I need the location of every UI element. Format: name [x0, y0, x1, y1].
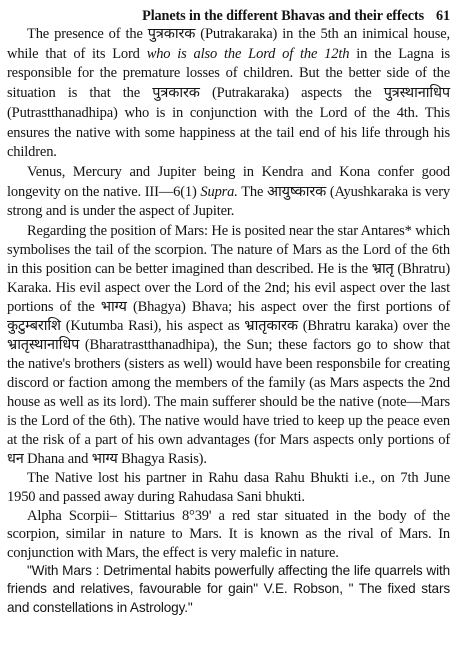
text-run: Alpha Scorpii– Stittarius 8°39' a red star situated in the body of the scorpion, similar in nature to Mars. It is known as the rival of Mars. In conjunction with Mars, the effect is very malefic in nature.	[7, 508, 450, 561]
devanagari-term: भ्रातृ	[371, 261, 394, 278]
devanagari-term: पुत्रस्थानाधिप	[383, 85, 450, 102]
text-run: (Kutumba Rasi), his aspect as	[60, 318, 245, 335]
text-run: Bhagya Rasis).	[117, 451, 207, 468]
running-header	[7, 0, 450, 23]
devanagari-term: भ्रातृस्थानाधिप	[7, 337, 80, 354]
devanagari-term: धन	[7, 451, 24, 468]
devanagari-term: कुटुम्बराशि	[7, 318, 61, 335]
paragraph-native-loss	[7, 469, 450, 507]
text-run: (Putrakaraka) aspects the	[199, 85, 384, 102]
paragraph-putrakaraka	[7, 25, 450, 163]
devanagari-term: भाग्य	[91, 451, 118, 468]
text-run: The Native lost his partner in Rahu dasa Rahu Bhukti i.e., on 7th June 1950 and passed away during Rahudasa Sani bhukti.	[7, 470, 450, 506]
devanagari-term: भाग्य	[100, 299, 127, 316]
text-run: Dhana and	[23, 451, 92, 468]
chapter-title: Planets in the different Bhavas and their effects	[142, 7, 424, 24]
devanagari-term: भ्रातृकारक	[244, 318, 298, 335]
text-run: (Bhagya) Bhava; his aspect over the first portions of	[126, 299, 451, 316]
devanagari-term: आयुष्कारक	[267, 183, 327, 200]
text-run: (Bharatrastthanadhipa), the Sun; these factors go to show that the native's brothers (sisters as well) would have been responsbile for creating discord or faction among the members of the family (as Mars aspects the 2nd house as well as its lord). The main sufferer should be the native (note—Mars is the Lord of the 6th). The native would have tried to keep up the peace even at the risk of a part of his own advantages (for Mars aspects only portions of	[7, 337, 450, 449]
paragraph-mars-position	[7, 222, 450, 469]
text-run: Regarding the position of Mars: He is posited near the star Antares* which symbolises the tail of the scorpion. The nature of Mars as the Lord of the 6th in this position can be better imagined than described. He is the	[7, 223, 450, 278]
text-run: in the Lagna is responsible for the premature losses of children. But the better side of the situation is that the	[7, 45, 450, 102]
text-run: The	[237, 183, 267, 200]
text-run: (Ayushkaraka is very strong and is under the aspect of Jupiter.	[7, 183, 450, 220]
text-run: "With Mars : Detrimental habits powerfully affecting the life quarrels with friends and relatives, favourable for gain" V.E. Robson, " The fixed stars and constellations in Astrology."	[7, 562, 450, 615]
devanagari-term: पुत्रकारक	[152, 85, 200, 102]
text-run: Venus, Mercury and Jupiter being in Kendra and Kona confer good longevity on the native. III—6(1)	[7, 163, 450, 200]
text-run: The presence of the	[27, 26, 148, 42]
text-run: (Putrakaraka) in the 5th an inimical house, while that of its Lord	[7, 26, 450, 62]
paragraph-robson-quote	[7, 562, 450, 617]
page-body	[7, 25, 450, 617]
devanagari-term: पुत्रकारक	[147, 26, 196, 42]
paragraph-longevity	[7, 163, 450, 222]
paragraph-alpha-scorpii	[7, 507, 450, 562]
text-run: (Bhratru karaka) over the	[297, 318, 450, 335]
italic-phrase: who is also the Lord of the 12th	[146, 45, 350, 62]
italic-phrase: Supra.	[200, 183, 238, 200]
page-number: 61	[436, 7, 450, 24]
text-run: (Bhratru) Karaka. His evil aspect over the Lord of the 2nd; his evil aspect over the last portions of the	[7, 261, 450, 316]
text-run: (Putrastthanadhipa) who is in conjunction with the Lord of the 4th. This ensures the native with some happiness at the tail end of his life through his children.	[7, 104, 450, 161]
